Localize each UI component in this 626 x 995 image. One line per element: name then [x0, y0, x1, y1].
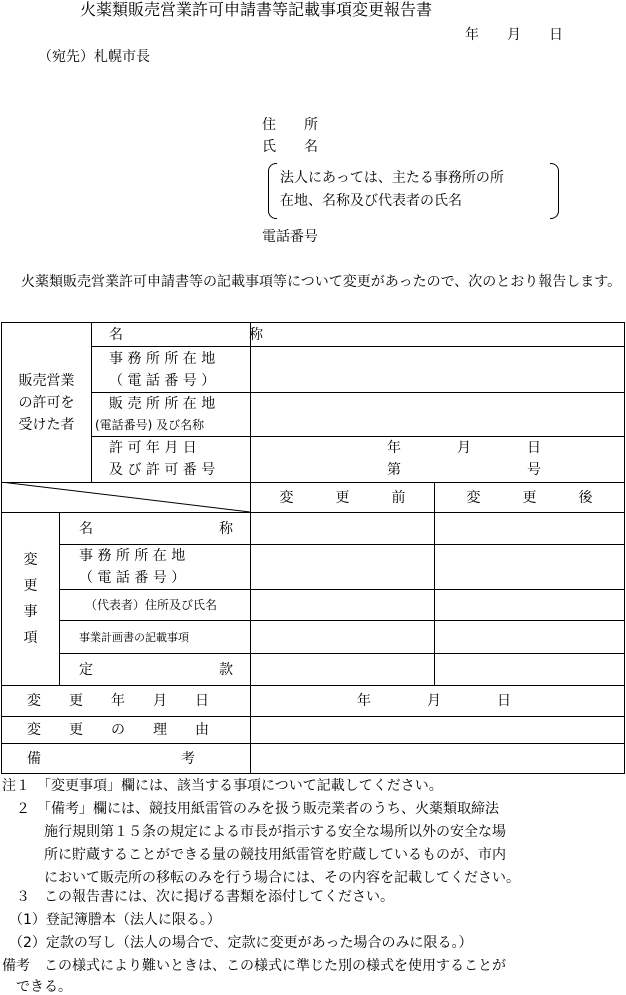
change-plan-after[interactable]	[435, 621, 624, 653]
note-2-line-4: において販売所の移転のみを行う場合には、その内容を記載してください。	[2, 870, 520, 886]
change-date-value[interactable]: 年 月 日	[357, 693, 511, 709]
change-plan-before[interactable]	[251, 621, 434, 653]
change-office-before[interactable]	[251, 545, 434, 589]
corporate-note	[280, 167, 504, 213]
col-line	[91, 322, 92, 482]
change-reason-field[interactable]	[251, 717, 624, 743]
change-plan-label: 事業計画書の記載事項	[79, 630, 189, 644]
permit-date-value[interactable]: 年 月 日	[387, 440, 541, 456]
table-border-bottom	[1, 773, 625, 774]
change-articles-label: 定 款	[79, 661, 233, 678]
change-report-table	[1, 322, 625, 774]
change-office-label-1: 事 務 所 所 在 地	[79, 548, 186, 564]
holder-office-label-1: 事 務 所 所 在 地	[109, 351, 216, 367]
col-line	[59, 512, 60, 685]
change-rep-after[interactable]	[435, 590, 624, 620]
corporate-note-line-1: 法人にあっては、主たる事務所の所	[280, 170, 504, 186]
note-2-line-3: 所に貯蔵することができる量の競技用紙雷管を貯蔵しているものが、市内	[2, 847, 506, 863]
permit-date-label-2: 及 び 許 可 番 号	[109, 462, 216, 478]
change-items-label: 変 更 事 項	[23, 551, 38, 646]
right-bracket	[550, 163, 559, 219]
before-header: 変 更 前	[279, 489, 406, 506]
permit-holder-label: 販売営業 の許可を 受けた者	[18, 372, 75, 433]
phone-label: 電話番号	[262, 229, 318, 245]
holder-name-label: 名 称	[109, 326, 263, 343]
document-title: 火薬類販売営業許可申請書等記載事項変更報告書	[80, 0, 433, 19]
note-3-item-1: （1）登記簿謄本（法人に限る。）	[2, 912, 221, 928]
change-name-before[interactable]	[251, 513, 434, 544]
corporate-note-line-2: 在地、名称及び代表者の氏名	[280, 193, 462, 209]
change-date-label: 変 更 年 月 日	[27, 693, 209, 709]
note-3-item-2: （2）定款の写し（法人の場合で、定款に変更があった場合のみに限る。）	[2, 935, 473, 951]
holder-office-field[interactable]	[251, 347, 624, 392]
note-1: 注１ 「変更事項」欄には、該当する事項について記載してください。	[2, 778, 443, 794]
change-name-label: 名 称	[79, 520, 233, 537]
table-border-right	[624, 322, 625, 774]
remarks-label: 備 考	[27, 750, 195, 767]
sales-office-label-2: (電話番号) 及び名称	[95, 418, 205, 432]
report-date[interactable]: 年 月 日	[465, 27, 563, 43]
change-rep-label: （代表者）住所及び氏名	[85, 598, 218, 612]
addressee: （宛先）札幌市長	[38, 49, 150, 65]
corporate-note-bracket	[268, 163, 559, 218]
change-articles-after[interactable]	[435, 654, 624, 685]
sales-office-label-1: 販 売 所 所 在 地	[109, 396, 216, 412]
holder-office-label-2: （ 電 話 番 号 ）	[109, 373, 216, 389]
change-name-after[interactable]	[435, 513, 624, 544]
intro-paragraph: 火薬類販売営業許可申請書等の記載事項等について変更があったので、次のとおり報告します。	[21, 274, 622, 290]
after-header: 変 更 後	[466, 489, 593, 506]
note-2-line-2: 施行規則第１５条の規定による市長が指示する安全な場所以外の安全な場	[2, 824, 506, 840]
change-articles-before[interactable]	[251, 654, 434, 685]
remarks-note-line-2: できる。	[2, 979, 72, 995]
change-reason-label: 変 更 の 理 由	[27, 722, 209, 738]
permit-date-label-1: 許 可 年 月 日	[109, 440, 197, 456]
note-3: ３ この報告書には、次に掲げる書類を添付してください。	[2, 889, 394, 905]
left-bracket	[268, 163, 277, 219]
change-rep-before[interactable]	[251, 590, 434, 620]
remarks-note-line-1: 備考 この様式により難いときは、この様式に準じた別の様式を使用することが	[2, 958, 506, 974]
remarks-field[interactable]	[251, 744, 624, 773]
address-label: 住 所	[262, 117, 318, 133]
holder-name-field[interactable]	[251, 323, 624, 346]
permit-number-value[interactable]: 第 号	[387, 462, 541, 478]
name-label: 氏 名	[262, 139, 318, 155]
note-2-line-1: ２ 「備考」欄には、競技用紙雷管のみを扱う販売業者のうち、火薬類取締法	[2, 801, 499, 817]
change-office-label-2: （ 電 話 番 号 ）	[79, 570, 186, 586]
change-office-after[interactable]	[435, 545, 624, 589]
sales-office-field[interactable]	[251, 393, 624, 436]
diagonal-line	[1, 482, 251, 513]
